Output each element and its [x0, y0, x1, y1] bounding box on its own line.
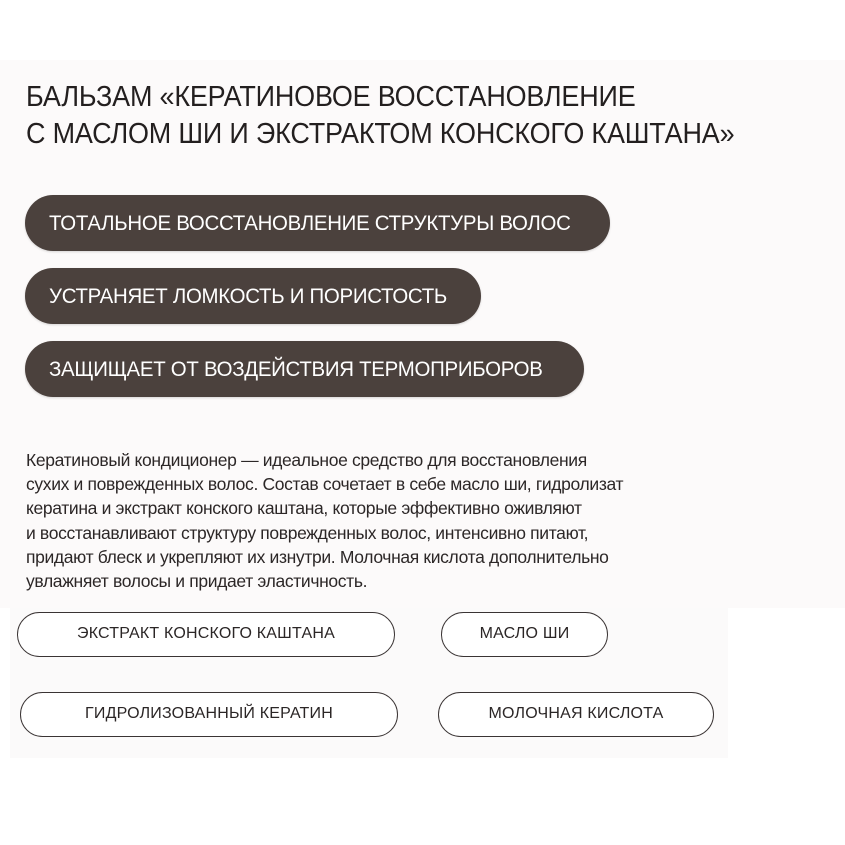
ingredient-tag-keratin: ГИДРОЛИЗОВАННЫЙ КЕРАТИН — [20, 692, 398, 737]
description-line: и восстанавливают структуру поврежденных волос, интенсивно питают, — [26, 522, 589, 543]
benefit-badge-restoration — [25, 195, 610, 251]
description-line: сухих и поврежденных волос. Состав сочетает в себе масло ши, гидролизат — [26, 474, 624, 495]
ingredient-tag-lactic-acid: МОЛОЧНАЯ КИСЛОТА — [438, 692, 714, 737]
description-line: увлажняет волосы и придает эластичность. — [26, 571, 368, 592]
product-title-line-2: С МАСЛОМ ШИ И ЭКСТРАКТОМ КОНСКОГО КАШТАНА» — [26, 118, 735, 150]
description-line: Кератиновый кондиционер — идеальное средство для восстановления — [26, 450, 587, 470]
benefit-badge-label: ЗАЩИЩАЕТ ОТ ВОЗДЕЙСТВИЯ ТЕРМОПРИБОРОВ — [49, 357, 543, 381]
description-line: придают блеск и укрепляют их изнутри. Молочная кислота дополнительно — [26, 546, 609, 567]
description-line: кератина и экстракт конского каштана, которые эффективно оживляют — [26, 498, 582, 519]
product-title — [26, 79, 734, 153]
ingredient-tag-horse-chestnut: ЭКСТРАКТ КОНСКОГО КАШТАНА — [17, 612, 395, 657]
product-description — [26, 448, 726, 593]
benefit-badge-brittleness — [25, 268, 481, 324]
benefit-badge-heat-protection — [25, 341, 584, 397]
benefit-badge-label: УСТРАНЯЕТ ЛОМКОСТЬ И ПОРИСТОСТЬ — [49, 284, 448, 308]
benefit-badge-label: ТОТАЛЬНОЕ ВОССТАНОВЛЕНИЕ СТРУКТУРЫ ВОЛОС — [49, 211, 571, 235]
ingredient-tag-shea-butter: МАСЛО ШИ — [441, 612, 608, 657]
product-title-line-1: БАЛЬЗАМ «КЕРАТИНОВОЕ ВОССТАНОВЛЕНИЕ — [26, 81, 636, 113]
